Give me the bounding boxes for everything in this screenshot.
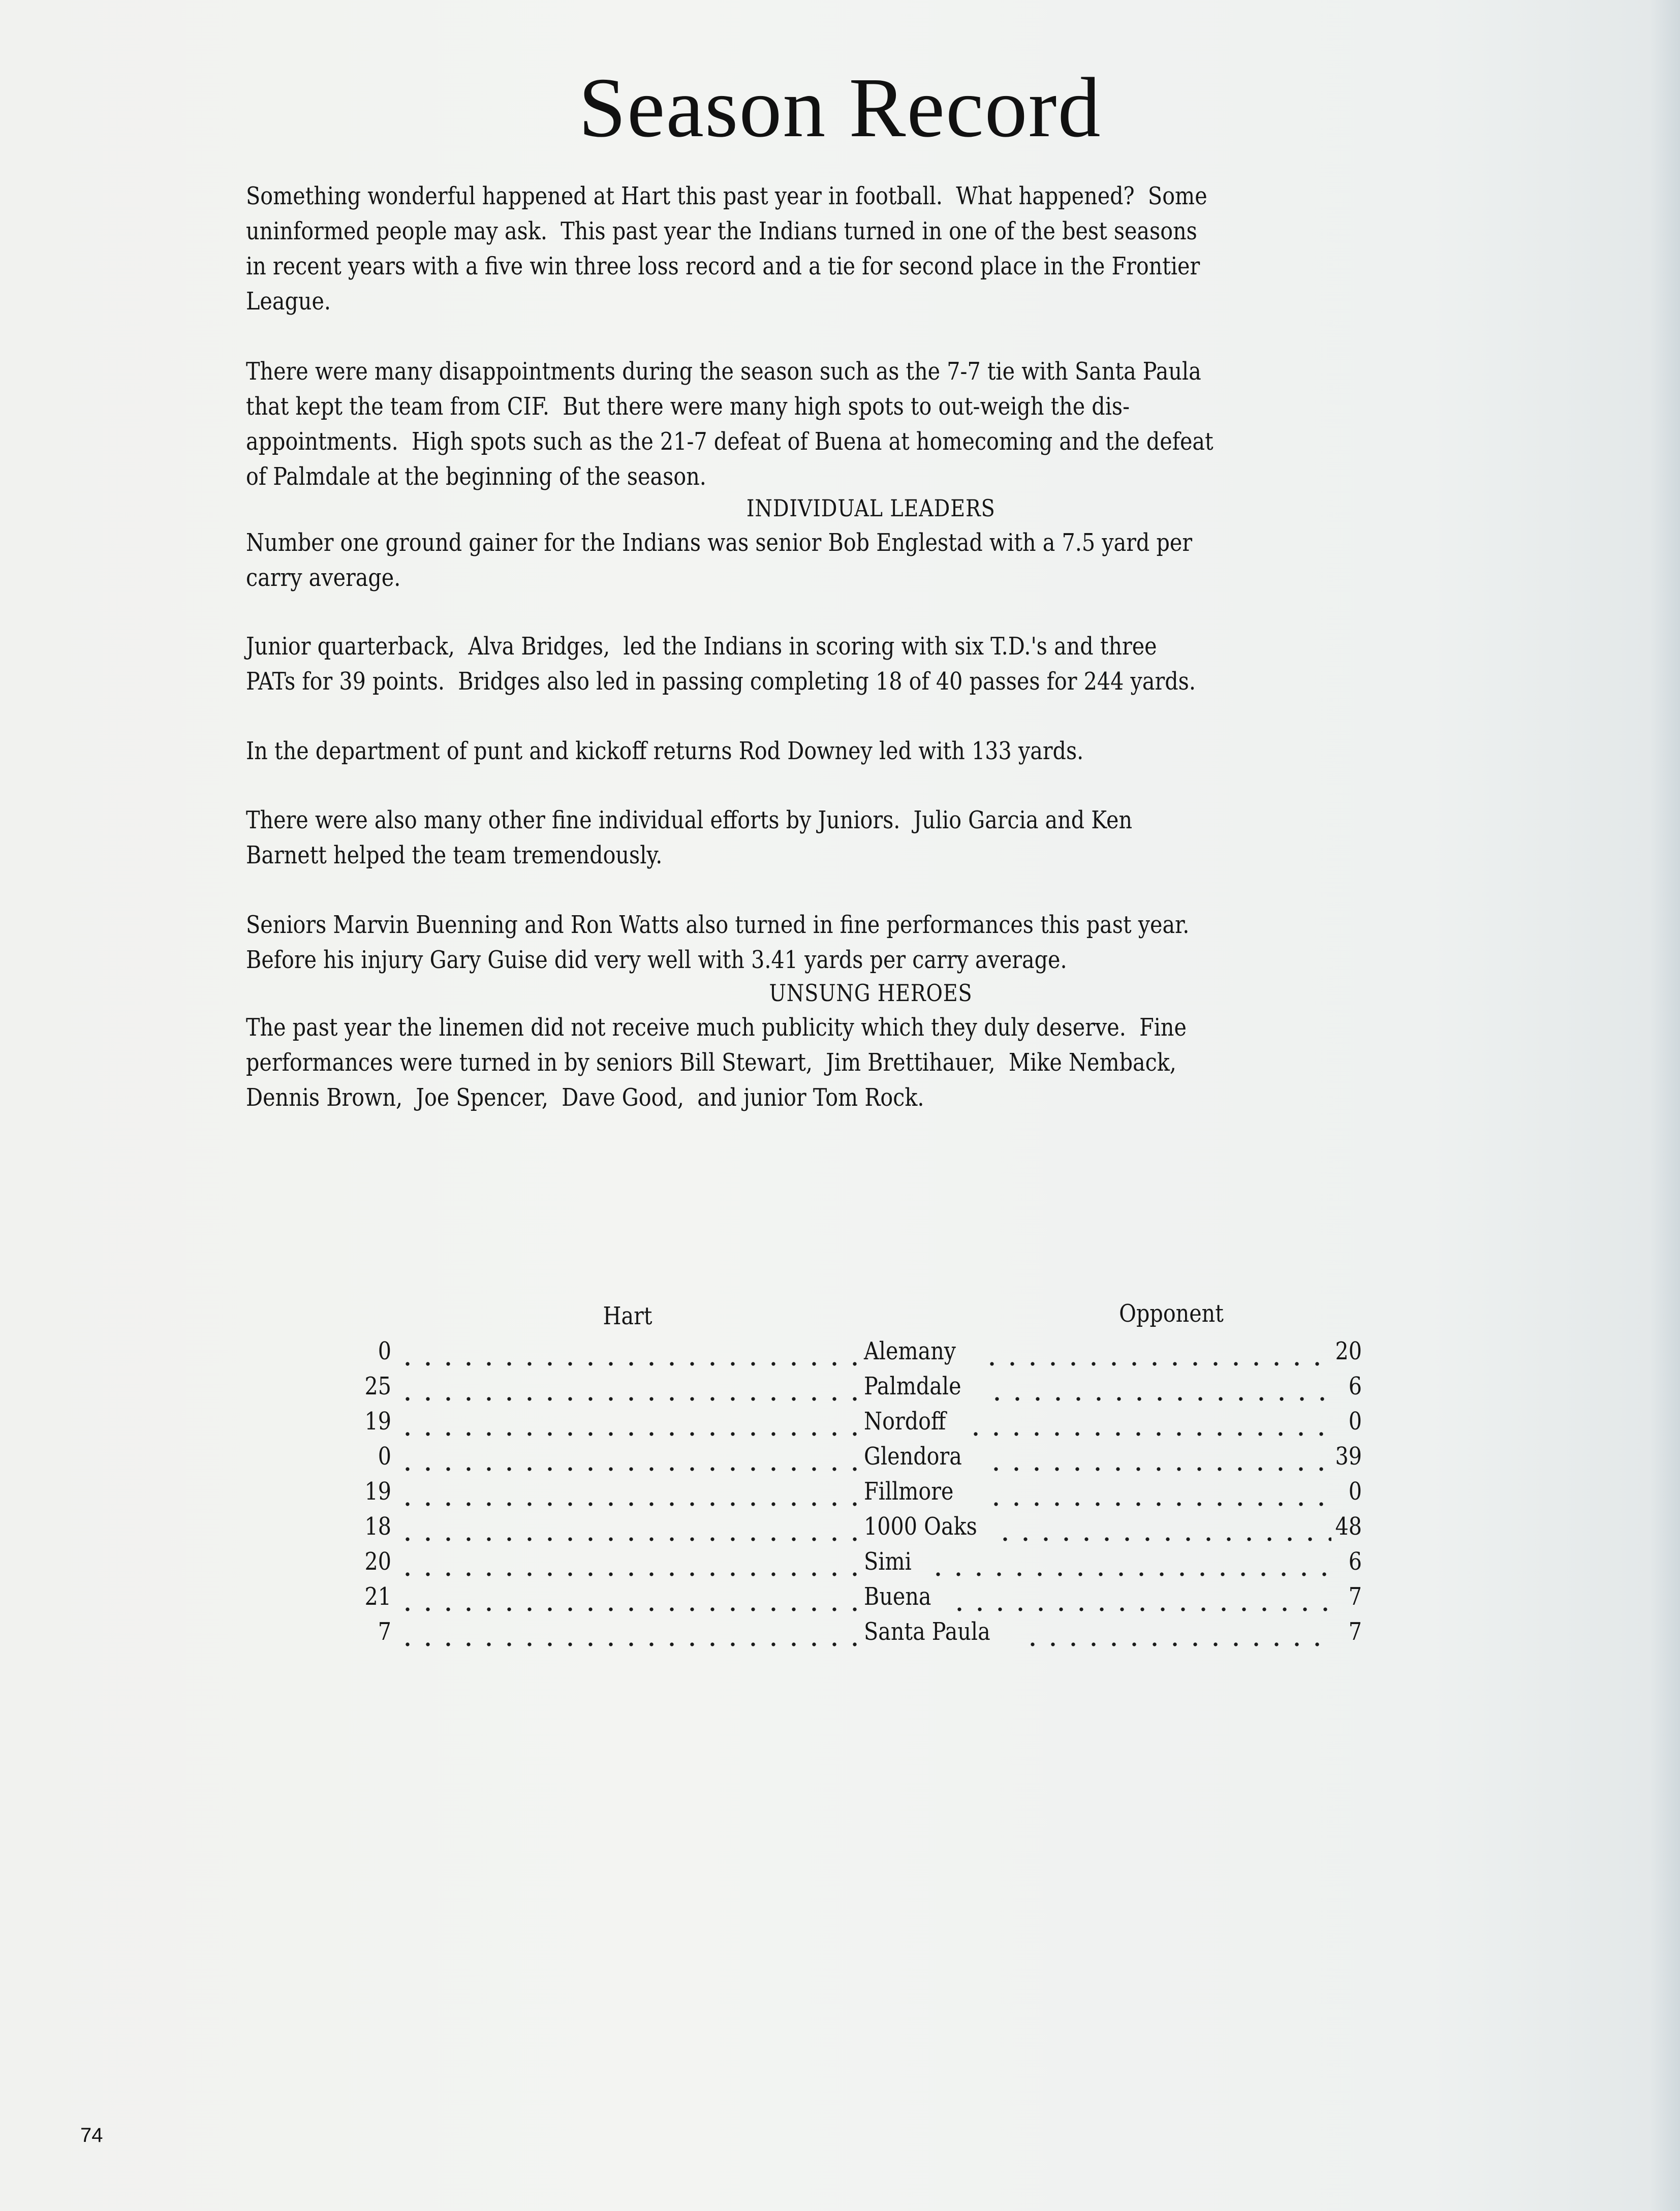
hart-score: 19 xyxy=(364,1477,391,1506)
page-number: 74 xyxy=(80,2124,103,2146)
opponent-name: Palmdale xyxy=(864,1372,961,1400)
opponent-name: Alemany xyxy=(864,1337,956,1365)
score-row xyxy=(0,1509,1680,1544)
score-row xyxy=(0,1334,1680,1368)
opponent-name: Glendora xyxy=(864,1442,962,1471)
individual-leaders-heading xyxy=(246,491,1496,526)
score-row xyxy=(0,1404,1680,1439)
text-line: There were many disappointments during the season such as the 7-7 tie with Santa Paula xyxy=(246,357,1201,386)
unsung-heroes-heading xyxy=(246,976,1496,1011)
hart-score: 7 xyxy=(378,1617,391,1646)
hart-score: 0 xyxy=(378,1337,391,1365)
score-row xyxy=(0,1439,1680,1474)
opponent-score: 48 xyxy=(1335,1512,1362,1541)
dot-leader xyxy=(392,1579,860,1614)
text-line: uninformed people may ask. This past year the Indians turned in one of the best seasons xyxy=(246,217,1197,245)
opponent-score: 39 xyxy=(1335,1442,1362,1471)
heading-text: INDIVIDUAL LEADERS xyxy=(746,494,995,522)
text-line: In the department of punt and kickoff returns Rod Downey led with 133 yards. xyxy=(246,737,1084,765)
dot-leader xyxy=(392,1509,860,1544)
page-title: Season Record xyxy=(578,60,1102,155)
page-edge-shadow xyxy=(1650,0,1680,2211)
hart-score: 18 xyxy=(364,1512,391,1541)
text-line: League. xyxy=(246,287,331,316)
dot-leader xyxy=(392,1439,860,1474)
text-line: Number one ground gainer for the Indians was senior Bob Englestad with a 7.5 yard per xyxy=(246,528,1193,557)
text-line: of Palmdale at the beginning of the season. xyxy=(246,462,706,491)
hart-score: 19 xyxy=(364,1407,391,1436)
opponent-name: Simi xyxy=(864,1547,912,1576)
opponent-name: Santa Paula xyxy=(864,1617,990,1646)
dot-leader xyxy=(946,1579,1331,1614)
score-row xyxy=(0,1474,1680,1509)
text-line: performances were turned in by seniors Bill Stewart, Jim Brettihauer, Mike Nemback, xyxy=(246,1048,1176,1077)
text-line: Something wonderful happened at Hart this past year in football. What happened? Some xyxy=(246,182,1207,210)
opponent-score: 20 xyxy=(1335,1337,1362,1365)
hart-score: 0 xyxy=(378,1442,391,1471)
text-line: appointments. High spots such as the 21-7 defeat of Buena at homecoming and the defeat xyxy=(246,427,1214,456)
text-line: Seniors Marvin Buenning and Ron Watts also turned in fine performances this past year. xyxy=(246,911,1190,939)
column-header-hart: Hart xyxy=(603,1302,652,1330)
opponent-name: Fillmore xyxy=(864,1477,954,1506)
dot-leader xyxy=(392,1404,860,1439)
score-row xyxy=(0,1369,1680,1404)
score-row xyxy=(0,1544,1680,1579)
dot-leader xyxy=(992,1509,1331,1544)
opponent-score: 6 xyxy=(1348,1547,1362,1576)
dot-leader xyxy=(925,1544,1331,1579)
opponent-score: 6 xyxy=(1348,1372,1362,1400)
text-line: in recent years with a five win three loss record and a tie for second place in the Frontier xyxy=(246,252,1200,281)
opponent-name: 1000 Oaks xyxy=(864,1512,977,1541)
score-row xyxy=(0,1579,1680,1614)
dot-leader xyxy=(392,1474,860,1509)
opponent-score: 7 xyxy=(1348,1617,1362,1646)
dot-leader xyxy=(392,1369,860,1404)
text-line: Before his injury Gary Guise did very well with 3.41 yards per carry average. xyxy=(246,946,1067,974)
hart-score: 21 xyxy=(364,1582,391,1611)
text-line: PATs for 39 points. Bridges also led in passing completing 18 of 40 passes for 244 yards. xyxy=(246,667,1196,696)
text-line: The past year the linemen did not receive much publicity which they duly deserve. Fine xyxy=(246,1013,1187,1042)
text-line: that kept the team from CIF. But there were many high spots to out-weigh the dis- xyxy=(246,392,1130,421)
opponent-name: Buena xyxy=(864,1582,931,1611)
dot-leader xyxy=(1019,1614,1331,1649)
dot-leader xyxy=(979,1334,1331,1368)
score-row xyxy=(0,1614,1680,1649)
dot-leader xyxy=(392,1614,860,1649)
opponent-name: Nordoff xyxy=(864,1407,946,1436)
dot-leader xyxy=(962,1404,1331,1439)
opponent-score: 0 xyxy=(1348,1407,1362,1436)
hart-score: 25 xyxy=(364,1372,391,1400)
opponent-score: 0 xyxy=(1348,1477,1362,1506)
text-line: Barnett helped the team tremendously. xyxy=(246,841,663,869)
dot-leader xyxy=(983,1474,1331,1509)
text-line: There were also many other fine individual efforts by Juniors. Julio Garcia and Ken xyxy=(246,806,1133,834)
text-line: carry average. xyxy=(246,564,401,592)
text-line: Dennis Brown, Joe Spencer, Dave Good, and junior Tom Rock. xyxy=(246,1083,924,1112)
heading-text: UNSUNG HEROES xyxy=(769,979,973,1007)
dot-leader xyxy=(392,1334,860,1368)
hart-score: 20 xyxy=(364,1547,391,1576)
text-line: Junior quarterback, Alva Bridges, led the Indians in scoring with six T.D.'s and three xyxy=(246,632,1157,661)
dot-leader xyxy=(983,1439,1331,1474)
column-header-opponent: Opponent xyxy=(1119,1299,1224,1328)
opponent-score: 7 xyxy=(1348,1582,1362,1611)
dot-leader xyxy=(392,1544,860,1579)
dot-leader xyxy=(984,1369,1331,1404)
